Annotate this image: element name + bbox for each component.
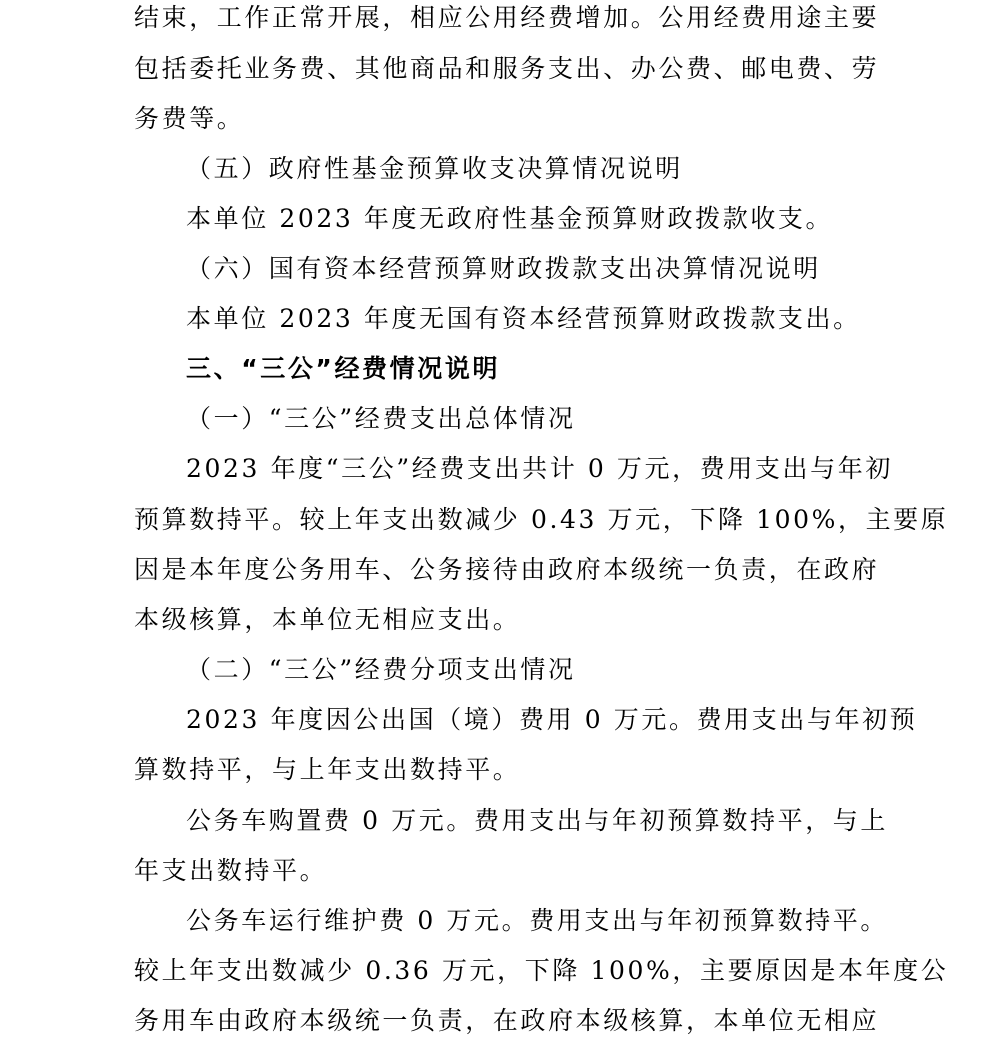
body-line: 务用车由政府本级统一负责，在政府本级核算，本单位无相应 [134,1006,880,1035]
body-line: 结束，工作正常开展，相应公用经费增加。公用经费用途主要 [134,3,880,32]
body-line: 本单位 2023 年度无国有资本经营预算财政拨款支出。 [186,304,861,333]
section-heading: （一）“三公”经费支出总体情况 [186,404,576,433]
body-line: 2023 年度“三公”经费支出共计 0 万元，费用支出与年初 [186,454,893,483]
section-heading: （六）国有资本经营预算财政拨款支出决算情况说明 [186,254,821,283]
body-line: 预算数持平。较上年支出数减少 0.43 万元，下降 100%，主要原 [134,505,949,534]
body-line: 算数持平，与上年支出数持平。 [134,755,521,784]
body-line: 2023 年度因公出国（境）费用 0 万元。费用支出与年初预 [186,705,918,734]
body-line: 包括委托业务费、其他商品和服务支出、办公费、邮电费、劳 [134,54,880,83]
body-line: 较上年支出数减少 0.36 万元，下降 100%，主要原因是本年度公 [134,956,949,985]
section-heading: （五）政府性基金预算收支决算情况说明 [186,154,683,183]
body-line: 公务车购置费 0 万元。费用支出与年初预算数持平，与上 [186,806,889,835]
body-line: 务费等。 [134,104,245,133]
body-line: 因是本年度公务用车、公务接待由政府本级统一负责，在政府 [134,555,880,584]
body-line: 本单位 2023 年度无政府性基金预算财政拨款收支。 [186,204,834,233]
body-line: 公务车运行维护费 0 万元。费用支出与年初预算数持平。 [186,906,889,935]
body-line: 年支出数持平。 [134,856,328,885]
section-heading: （二）“三公”经费分项支出情况 [186,655,576,684]
chapter-heading: 三、“三公”经费情况说明 [186,354,501,383]
body-line: 本级核算，本单位无相应支出。 [134,605,521,634]
